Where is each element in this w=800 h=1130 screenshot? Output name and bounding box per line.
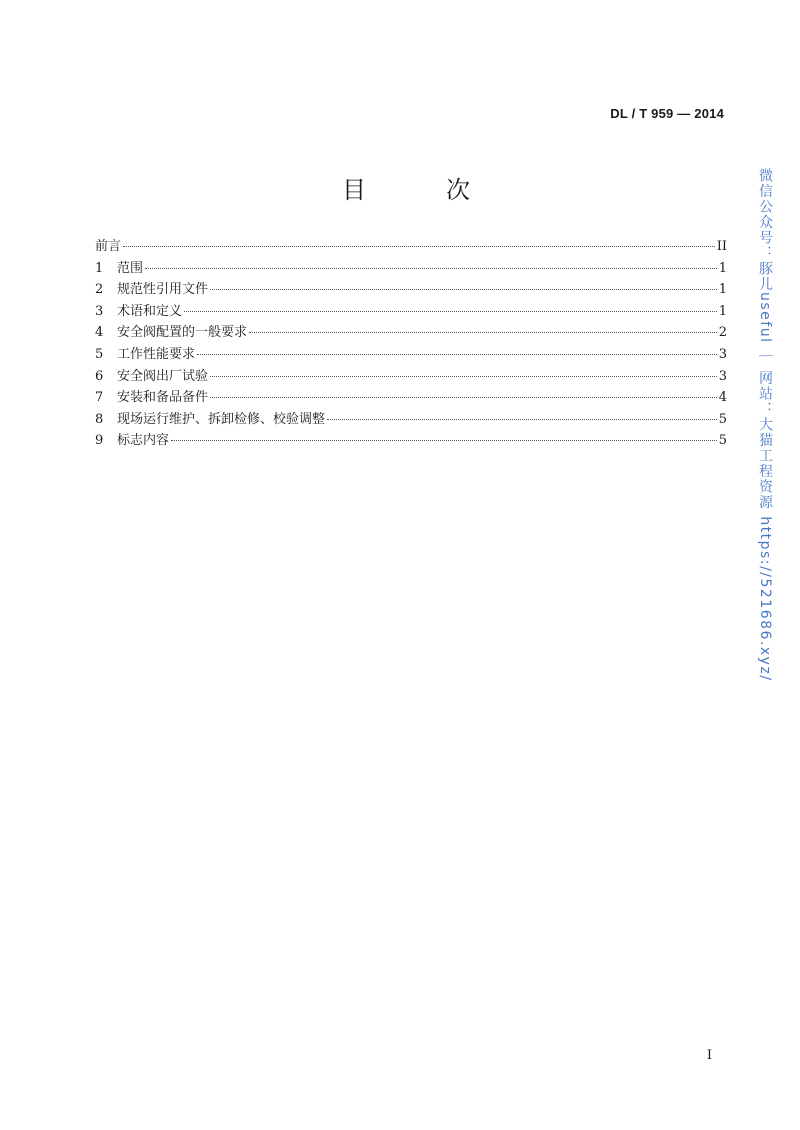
toc-page-number: 1 <box>718 282 727 298</box>
footer-page-number: I <box>706 1048 712 1063</box>
toc-entry-2[interactable] <box>95 279 727 301</box>
toc-page-number: 5 <box>718 411 727 427</box>
toc-entry-9[interactable] <box>95 430 727 452</box>
toc-page-number: 1 <box>718 260 727 276</box>
standard-code: DL / T 959 — 2014 <box>610 106 724 121</box>
toc-entry-7[interactable] <box>95 387 727 409</box>
toc-label: 现场运行维护、拆卸检修、校验调整 <box>117 411 326 427</box>
leader-dots <box>210 397 717 398</box>
toc-page-number: 1 <box>718 303 727 319</box>
toc-label: 前言 <box>95 239 122 254</box>
toc-entry-1[interactable] <box>95 258 727 280</box>
toc-label: 术语和定义 <box>117 303 183 319</box>
leader-dots <box>145 268 717 269</box>
toc-entry-6[interactable] <box>95 366 727 388</box>
toc-entry-8[interactable] <box>95 409 727 431</box>
toc-entry-4[interactable] <box>95 322 727 344</box>
leader-dots <box>184 311 717 312</box>
toc-number: 2 <box>95 282 104 298</box>
toc-page-number: 3 <box>718 346 727 362</box>
toc-entry-3[interactable] <box>95 301 727 323</box>
toc-label: 安全阀出厂试验 <box>117 368 209 384</box>
toc-page-number: 3 <box>718 368 727 384</box>
toc-number: 9 <box>95 433 104 449</box>
watermark-text: 微信公众号：豚儿useful ｜ 网站：大猫工程资源 https://521686.xyz/ <box>757 168 773 682</box>
toc-page-number: II <box>716 239 727 254</box>
toc-number: 6 <box>95 368 104 384</box>
toc-label: 范围 <box>117 260 144 276</box>
table-of-contents <box>95 236 727 452</box>
toc-number: 8 <box>95 411 104 427</box>
leader-dots <box>171 440 717 441</box>
toc-label: 安全阀配置的一般要求 <box>117 325 248 341</box>
toc-number: 4 <box>95 325 104 341</box>
toc-label: 标志内容 <box>117 433 170 449</box>
toc-label: 安装和备品备件 <box>117 390 209 406</box>
toc-entry-preface[interactable] <box>95 236 727 258</box>
page-title: 目 次 <box>342 176 498 204</box>
leader-dots <box>123 246 715 247</box>
toc-page-number: 4 <box>718 390 727 406</box>
toc-number: 1 <box>95 260 104 276</box>
leader-dots <box>249 332 717 333</box>
toc-entry-5[interactable] <box>95 344 727 366</box>
toc-page-number: 2 <box>718 325 727 341</box>
toc-number: 7 <box>95 390 104 406</box>
toc-number: 5 <box>95 346 104 362</box>
leader-dots <box>210 289 717 290</box>
leader-dots <box>197 354 717 355</box>
leader-dots <box>327 419 717 420</box>
leader-dots <box>210 376 717 377</box>
toc-page-number: 5 <box>718 433 727 449</box>
toc-label: 规范性引用文件 <box>117 282 209 298</box>
toc-label: 工作性能要求 <box>117 346 196 362</box>
toc-number: 3 <box>95 303 104 319</box>
